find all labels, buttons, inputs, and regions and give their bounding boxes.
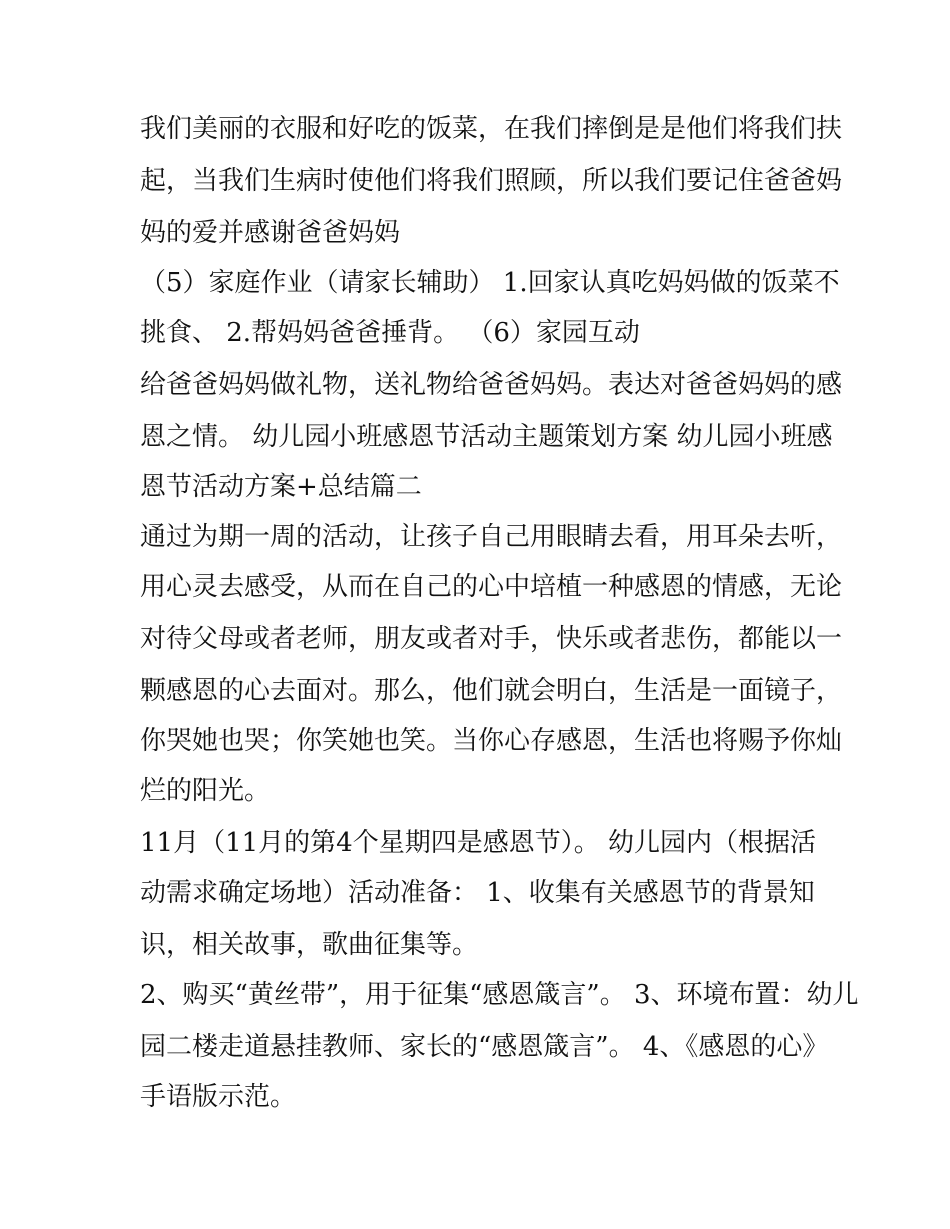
text-line: 妈的爱并感谢爸爸妈妈 (140, 218, 401, 248)
text-line: 挑食、 2.帮妈妈爸爸捶背。 （6）家园互动 (140, 318, 640, 348)
text-line: 2、购买“黄丝带”，用于征集“感恩箴言”。 3、环境布置：幼儿 (140, 980, 859, 1010)
text-line: 恩节活动方案+总结篇二 (140, 472, 422, 502)
text-line: 手语版示范。 (140, 1082, 297, 1112)
text-line: 11月（11月的第4个星期四是感恩节）。 幼儿园内（根据活 (140, 828, 816, 858)
text-line: （5）家庭作业（请家长辅助） 1.回家认真吃妈妈做的饭菜不 (140, 268, 840, 298)
text-line: 烂的阳光。 (140, 776, 271, 806)
text-line: 起，当我们生病时使他们将我们照顾，所以我们要记住爸爸妈 (140, 166, 843, 196)
text-line: 园二楼走道悬挂教师、家长的“感恩箴言”。 4、《感恩的心》 (140, 1032, 829, 1062)
text-line: 对待父母或者老师，朋友或者对手，快乐或者悲伤，都能以一 (140, 624, 843, 654)
text-line: 识，相关故事，歌曲征集等。 (140, 930, 479, 960)
text-line: 恩之情。 幼儿园小班感恩节活动主题策划方案 幼儿园小班感 (140, 422, 833, 452)
text-line: 颗感恩的心去面对。那么，他们就会明白，生活是一面镜子， (140, 676, 843, 706)
text-line: 给爸爸妈妈做礼物，送礼物给爸爸妈妈。表达对爸爸妈妈的感 (140, 370, 843, 400)
text-line: 动需求确定场地）活动准备： 1、收集有关感恩节的背景知 (140, 878, 815, 908)
text-line: 通过为期一周的活动，让孩子自己用眼睛去看，用耳朵去听， (140, 522, 843, 552)
text-line: 我们美丽的衣服和好吃的饭菜，在我们摔倒是是他们将我们扶 (140, 114, 843, 144)
text-line: 用心灵去感受，从而在自己的心中培植一种感恩的情感，无论 (140, 572, 843, 602)
text-line: 你哭她也哭；你笑她也笑。当你心存感恩，生活也将赐予你灿 (140, 726, 843, 756)
